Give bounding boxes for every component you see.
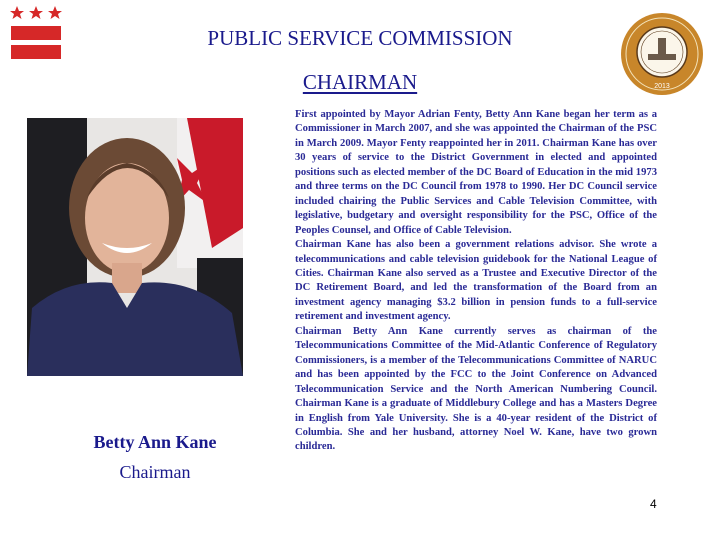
bio-paragraph: First appointed by Mayor Adrian Fenty, Betty Ann Kane began her term as a Commissioner in March 2007, and she was appointed the Chairman of the PSC in March 2009. Mayor Fenty reappointed her in 2011. Chairman Kane has over 30 years of service to the District Government in elected and appointed positions such as elected member of the DC Board of Education in the mid 1973 and three terms on the DC Council from 1978 to 1990. Her DC Council service included chairing the Public Services and Cable Television Committee, with legislative, budgetary and oversight responsibility for the PSC, Office of the Peoples Counsel, and Office of Cable Television. [295,109,657,236]
biography-text [295,108,657,455]
page-title: PUBLIC SERVICE COMMISSION [207,26,513,50]
page-number: 4 [650,497,657,511]
chairman-portrait-photo [27,118,243,376]
svg-text:2013: 2013 [654,83,670,90]
centennial-seal-logo [620,12,704,96]
page-subtitle: CHAIRMAN [302,70,418,94]
chairman-name: Betty Ann Kane [93,432,217,452]
chairman-role: Chairman [119,462,191,482]
bio-paragraph: Chairman Betty Ann Kane currently serves as chairman of the Telecommunications Committee of the Mid-Atlantic Conference of Regulatory Commissioners, is a member of the Telecommunications Committee of NARUC and has been appointed by the FCC to the Joint Conference on Advanced Telecommunication Service and the North American Numbering Council. Chairman Kane is a graduate of Middlebury College and has a Masters Degree in English from Yale University. She is a 40-year resident of the District of Columbia. She and her husband, attorney Noel W. Kane, have two grown children. [295,325,657,453]
bio-paragraph: Chairman Kane has also been a government relations advisor. She wrote a telecommunications and cable television guidebook for the National League of Cities. Chairman Kane also served as a Trustee and Executive Director of the DC Retirement Board, and led the transformation of the Board from an investment agency managing $3.2 billion in pension funds to a full-service retirement and investment agency. [295,239,657,323]
